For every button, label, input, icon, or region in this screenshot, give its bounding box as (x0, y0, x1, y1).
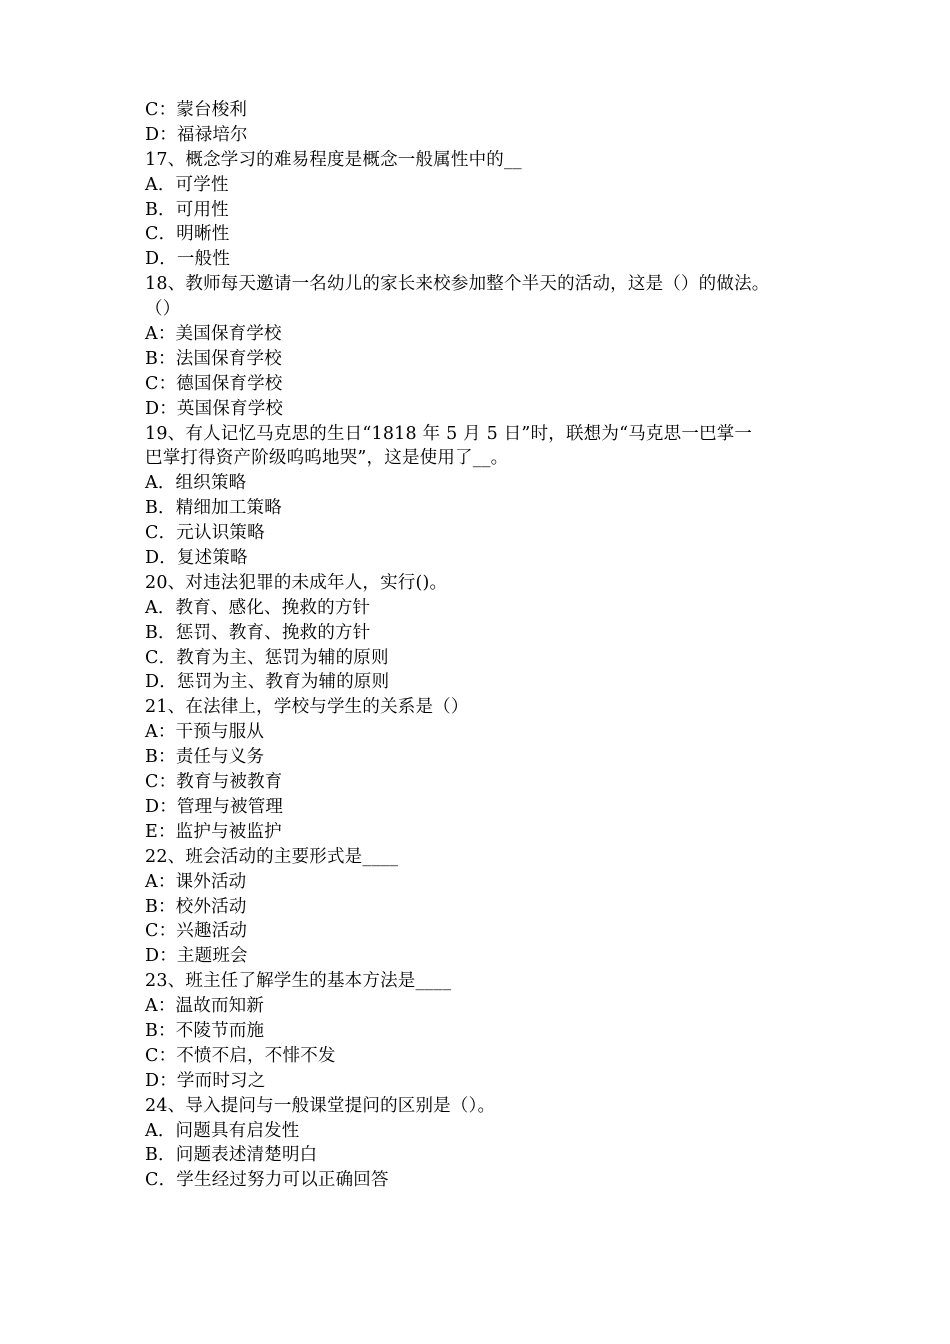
option-line: E：监护与被监护 (145, 821, 282, 842)
option-line: A．教育、感化、挽救的方针 (145, 597, 371, 618)
option-line: A．组织策略 (145, 473, 247, 494)
option-line: D：主题班会 (145, 946, 248, 967)
option-line: C．教育为主、惩罚为辅的原则 (145, 647, 389, 668)
question-line: 巴掌打得资产阶级呜呜地哭”，这是使用了__。 (145, 448, 509, 469)
question-line: 22、班会活动的主要形式是____ (145, 846, 399, 867)
option-line: D：英国保育学校 (145, 398, 284, 419)
option-line: C：不愤不启，不悱不发 (145, 1045, 336, 1066)
option-line: A：美国保育学校 (145, 324, 282, 345)
option-line: C．学生经过努力可以正确回答 (145, 1170, 389, 1191)
option-line: C：蒙台梭利 (145, 100, 248, 120)
option-line: D．一般性 (145, 249, 231, 270)
option-line: B．惩罚、教育、挽救的方针 (145, 622, 371, 643)
question-line: 24、导入提问与一般课堂提问的区别是（）。 (145, 1095, 496, 1116)
question-line: 20、对违法犯罪的未成年人，实行()。 (145, 572, 448, 593)
option-line: D：学而时习之 (145, 1070, 266, 1091)
option-line: B：法国保育学校 (145, 348, 282, 369)
option-line: A：课外活动 (145, 871, 247, 892)
option-line: A：温故而知新 (145, 996, 265, 1017)
option-line: C．明晰性 (145, 224, 230, 245)
option-line: D．惩罚为主、教育为辅的原则 (145, 672, 390, 693)
option-line: A．可学性 (145, 174, 229, 195)
option-line: C：德国保育学校 (145, 373, 283, 394)
option-line: D．复述策略 (145, 548, 248, 569)
question-line: 18、教师每天邀请一名幼儿的家长来校参加整个半天的活动，这是（）的做法。 (145, 274, 770, 295)
option-line: A：干预与服从 (145, 722, 265, 743)
option-line: B．精细加工策略 (145, 498, 282, 519)
question-text-block (145, 98, 815, 1193)
option-line: B：责任与义务 (145, 747, 265, 768)
option-line: A．问题具有启发性 (145, 1120, 300, 1141)
question-line: 21、在法律上，学校与学生的关系是（） (145, 697, 469, 718)
option-line: D：福禄培尔 (145, 124, 248, 145)
question-line: （） (145, 299, 181, 320)
option-line: B：不陵节而施 (145, 1020, 265, 1041)
option-line: B．问题表述清楚明白 (145, 1145, 318, 1166)
option-line: C．元认识策略 (145, 523, 265, 544)
option-line: C：兴趣活动 (145, 921, 248, 942)
question-line: 17、概念学习的难易程度是概念一般属性中的__ (145, 149, 522, 170)
option-line: C：教育与被教育 (145, 772, 283, 793)
option-line: D：管理与被管理 (145, 796, 284, 817)
question-line: 19、有人记忆马克思的生日“1818 年 5 月 5 日”时，联想为“马克思一巴掌一 (145, 423, 753, 444)
question-line: 23、班主任了解学生的基本方法是____ (145, 971, 452, 992)
option-line: B：校外活动 (145, 896, 247, 917)
option-line: B．可用性 (145, 199, 229, 220)
